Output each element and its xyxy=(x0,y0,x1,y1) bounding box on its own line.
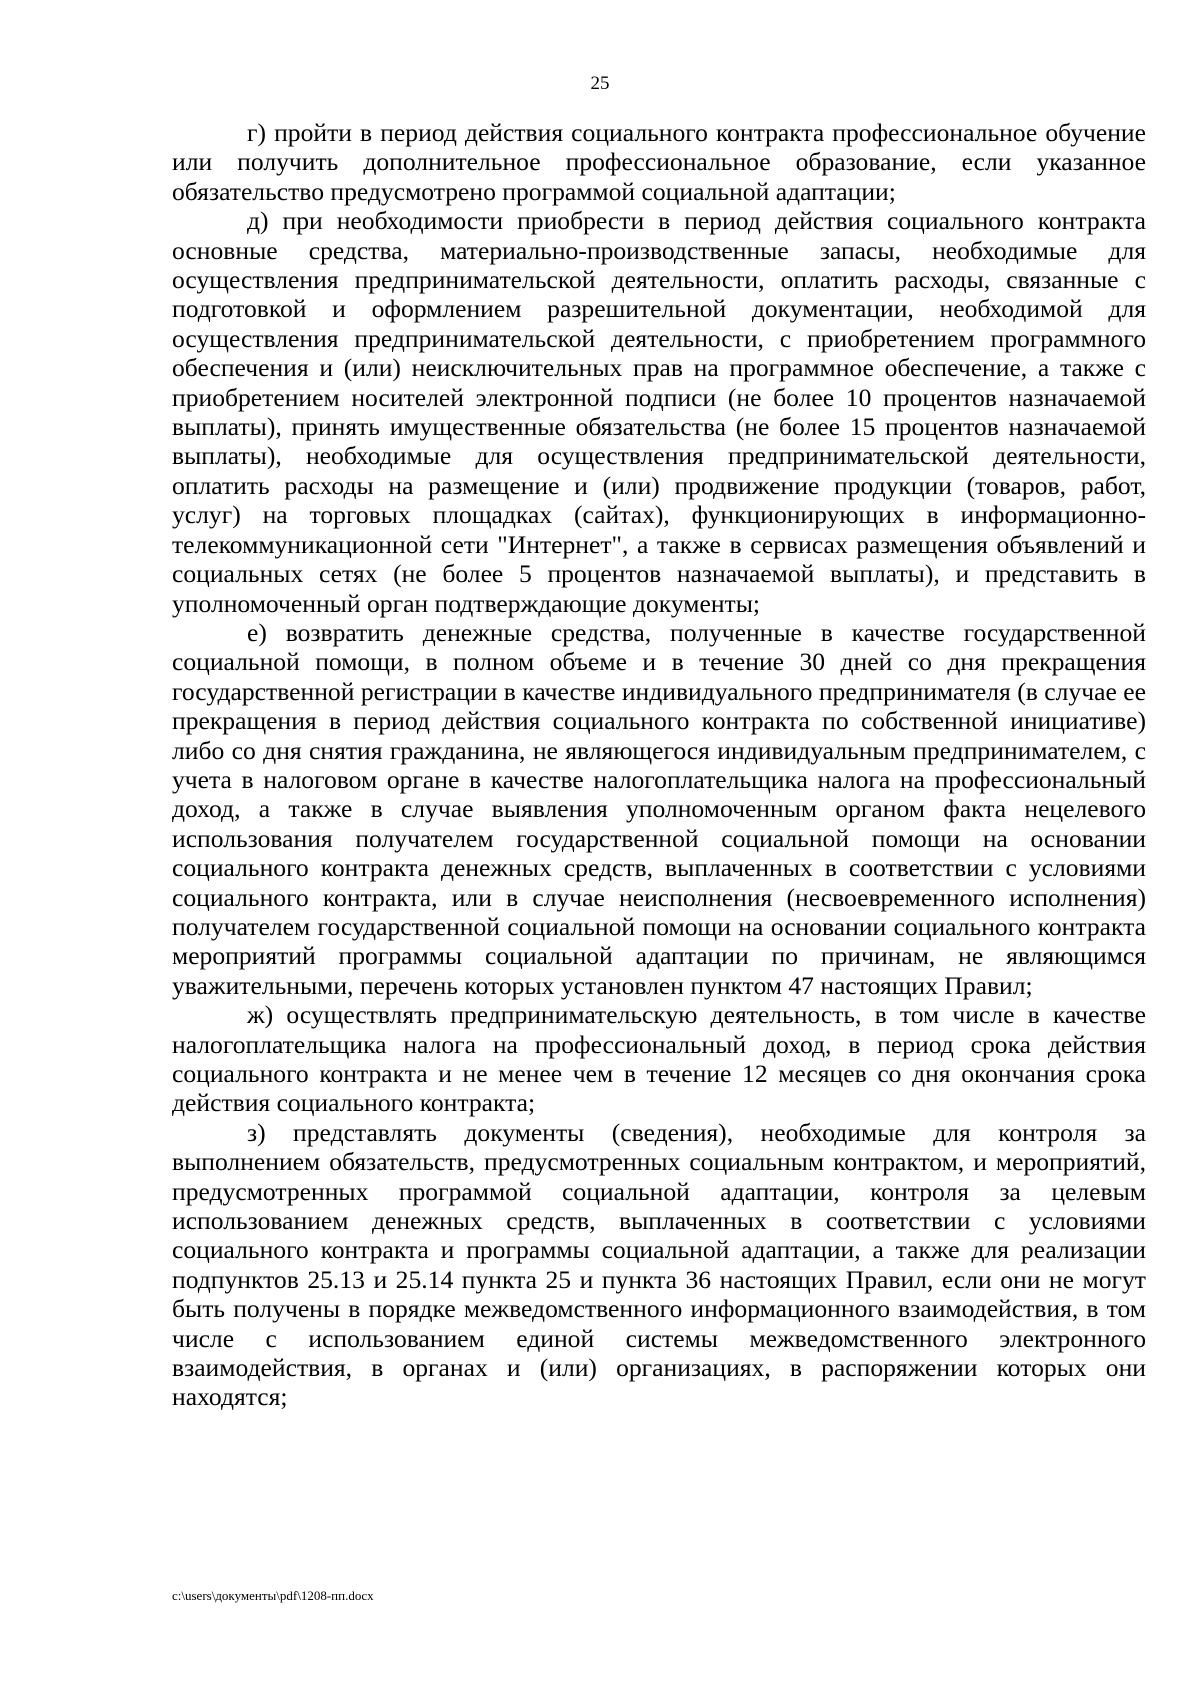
paragraph-e: е) возвратить денежные средства, полученные в качестве государственной социальной помощи, в полном объеме и в течение 30 дней со дня прекращения государственной регистрации в качестве индивидуального предпринимателя (в случае ее прекращения в период действия социального контракта по собственной инициативе) либо со дня снятия гражданина, не являющегося индивидуальным предпринимателем, с учета в налоговом органе в качестве налогоплательщика налога на профессиональный доход, а также в случае выявления уполномоченным органом факта нецелевого использования получателем государственной социальной помощи на основании социального контракта денежных средств, выплаченных в соответствии с условиями социального контракта, или в случае неисполнения (несвоевременного исполнения) получателем государственной социальной помощи на основании социального контракта мероприятий программы социальной адаптации по причинам, не являющимся уважительными, перечень которых установлен пунктом 47 настоящих Правил; xyxy=(172,617,1146,1000)
document-body xyxy=(172,118,1146,1412)
paragraph-g: г) пройти в период действия социального контракта профессиональное обучение или получить дополнительное профессиональное образование, если указанное обязательство предусмотрено программой социальной адаптации; xyxy=(172,118,1146,206)
footer-file-path: c:\users\документы\pdf\1208-пп.docx xyxy=(172,1588,374,1603)
paragraph-z: з) представлять документы (сведения), необходимые для контроля за выполнением обязательств, предусмотренных социальным контрактом, и мероприятий, предусмотренных программой социальной адаптации, контроля за целевым использованием денежных средств, выплаченных в соответствии с условиями социального контракта и программы социальной адаптации, а также для реализации подпунктов 25.13 и 25.14 пункта 25 и пункта 36 настоящих Правил, если они не могут быть получены в порядке межведомственного информационного взаимодействия, в том числе с использованием единой системы межведомственного электронного взаимодействия, в органах и (или) организациях, в распоряжении которых они находятся; xyxy=(172,1117,1146,1412)
paragraph-zh: ж) осуществлять предпринимательскую деятельность, в том числе в качестве налогоплательщика налога на профессиональный доход, в период срока действия социального контракта и не менее чем в течение 12 месяцев со дня окончания срока действия социального контракта; xyxy=(172,1000,1146,1118)
page-number: 25 xyxy=(590,73,610,94)
paragraph-d: д) при необходимости приобрести в период действия социального контракта основные средства, материально-производственные запасы, необходимые для осуществления предпринимательской деятельности, оплатить расходы, связанные с подготовкой и оформлением разрешительной документации, необходимой для осуществления предпринимательской деятельности, с приобретением программного обеспечения и (или) неисключительных прав на программное обеспечение, а также с приобретением носителей электронной подписи (не более 10 процентов назначаемой выплаты), принять имущественные обязательства (не более 15 процентов назначаемой выплаты), необходимые для осуществления предпринимательской деятельности, оплатить расходы на размещение и (или) продвижение продукции (товаров, работ, услуг) на торговых площадках (сайтах), функционирующих в информационно-телекоммуникационной сети "Интернет", а также в сервисах размещения объявлений и социальных сетях (не более 5 процентов назначаемой выплаты), и представить в уполномоченный орган подтверждающие документы; xyxy=(172,206,1146,618)
